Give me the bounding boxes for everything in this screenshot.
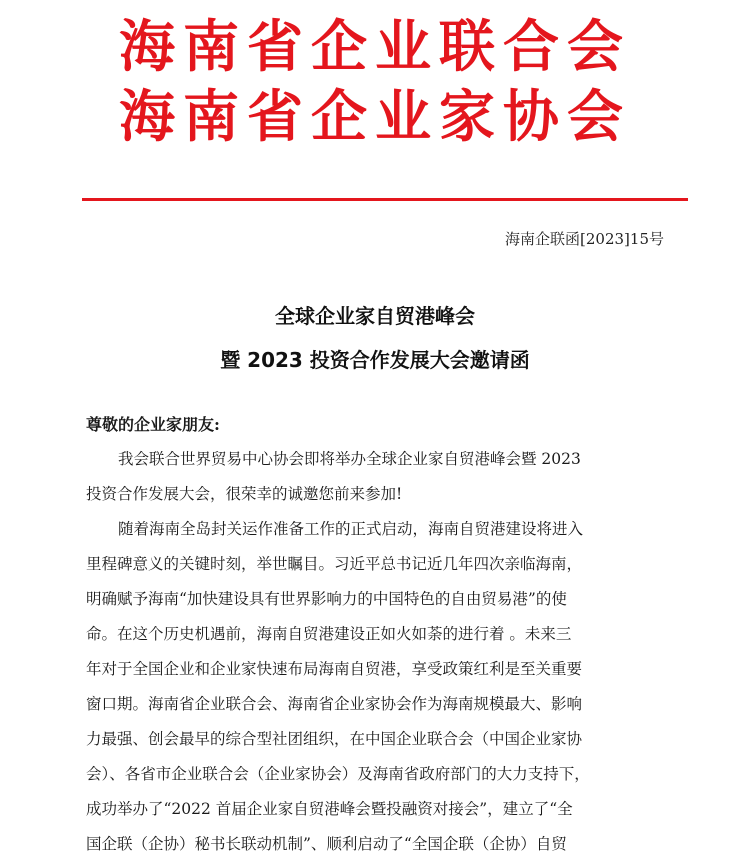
salutation: 尊敬的企业家朋友: [86, 415, 220, 434]
body-line: 我会联合世界贸易中心协会即将举办全球企业家自贸港峰会暨 2023 [118, 450, 581, 468]
body-line: 会）、各省市企业联合会（企业家协会）及海南省政府部门的大力支持下， [86, 765, 590, 783]
body-line: 里程碑意义的关键时刻，举世瞩目。习近平总书记近几年四次亲临海南， [86, 555, 583, 573]
letterhead-org-line-1: 海南省企业联合会 [119, 14, 631, 80]
document-title-line-2: 暨 2023 投资合作发展大会邀请函 [220, 348, 530, 372]
body-line: 力最强、创会最早的综合型社团组织，在中国企业联合会（中国企业家协 [86, 730, 583, 748]
body-line: 年对于全国企业和企业家快速布局海南自贸港，享受政策红利是至关重要 [86, 660, 583, 678]
letterhead-red-rule [82, 198, 688, 201]
body-line: 命。在这个历史机遇前，海南自贸港建设正如火如荼的进行着 。未来三 [86, 625, 572, 643]
body-line: 随着海南全岛封关运作准备工作的正式启动，海南自贸港建设将进入 [118, 520, 584, 538]
body-line: 明确赋予海南“加快建设具有世界影响力的中国特色的自由贸易港”的使 [86, 590, 567, 608]
document-title-line-1: 全球企业家自贸港峰会 [275, 304, 475, 328]
body-line: 国企联（企协）秘书长联动机制”、顺利启动了“全国企联（企协）自贸 [86, 835, 567, 853]
letterhead-org-line-2: 海南省企业家协会 [119, 84, 631, 150]
document-number: 海南企联函[2023]15号 [505, 230, 664, 248]
body-line: 成功举办了“2022 首届企业家自贸港峰会暨投融资对接会”，建立了“全 [86, 800, 573, 818]
body-line: 投资合作发展大会，很荣幸的诚邀您前来参加! [86, 485, 403, 503]
body-line: 窗口期。海南省企业联合会、海南省企业家协会作为海南规模最大、影响 [86, 695, 583, 713]
